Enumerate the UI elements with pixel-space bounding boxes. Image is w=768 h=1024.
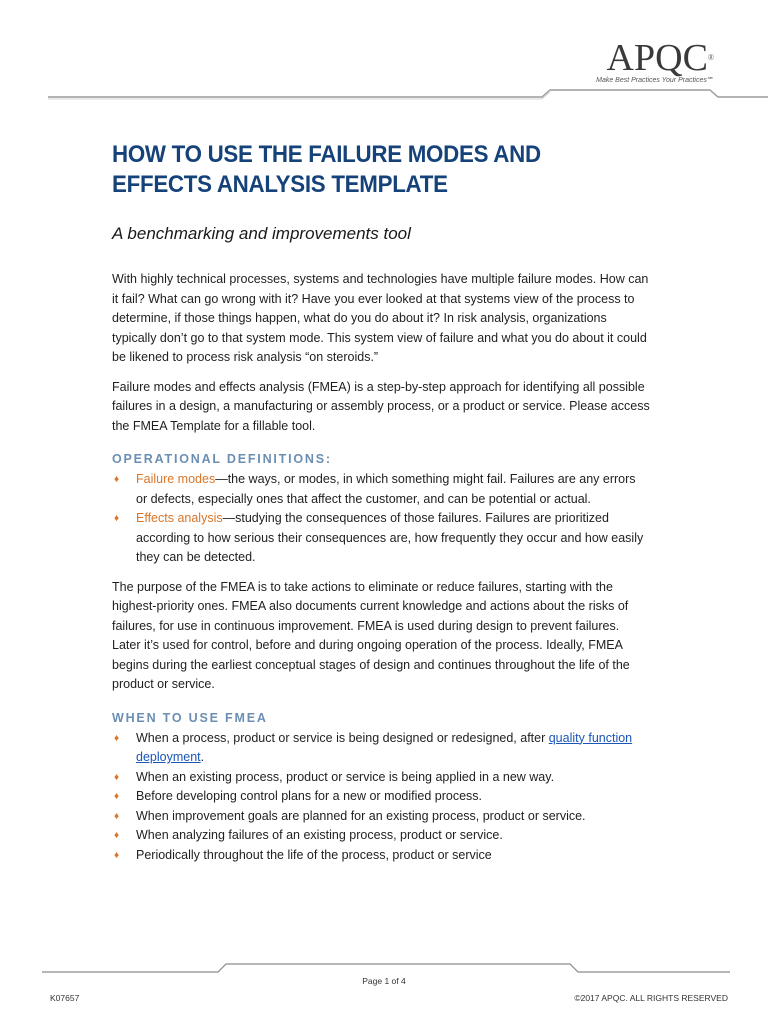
list-item [112, 509, 650, 568]
term-effects-analysis: Effects analysis [136, 511, 223, 525]
list-item [112, 470, 650, 509]
diamond-bullet-icon: ♦ [114, 849, 120, 861]
document-subtitle: A benchmarking and improvements tool [112, 224, 411, 243]
copyright-notice: ©2017 APQC. ALL RIGHTS RESERVED [574, 993, 728, 1003]
apqc-logo: APQC® Make Best Practices Your Practices℠ [594, 38, 714, 92]
quality-function-deployment-link[interactable]: quality function deployment [136, 730, 633, 764]
diamond-bullet-icon: ♦ [114, 513, 120, 524]
definition-text: —studying the consequences of those failures. Failures are prioritized according to how serious their consequences are, how frequently they occur and how easily they can be detected. [136, 511, 644, 564]
diamond-bullet-icon: ♦ [114, 810, 120, 822]
list-item: ♦ When improvement goals are planned for an existing process, product or service. [112, 807, 650, 827]
definition-text: —the ways, or modes, in which something might fail. Failures are any errors or defects, especially ones that affect the customer, and can be potential or actual. [136, 472, 636, 506]
diamond-bullet-icon: ♦ [114, 732, 120, 744]
list-item: ♦ When a process, product or service is being designed or redesigned, after quality function deployment. [114, 730, 633, 764]
intro-paragraph: With highly technical processes, systems and technologies have multiple failure modes. How can it fail? What can go wrong with it? Have you ever looked at that systems view of the process to determine, if those things happen, what do you do about it? In risk analysis, organizations typically don’t go to that system mode. This system view of failure and what you do about it could be likened to process risk analysis “on steroids.” [112, 272, 649, 364]
term-failure-modes: Failure modes [136, 472, 216, 486]
section-heading-definitions: OPERATIONAL DEFINITIONS: [112, 452, 332, 466]
definitions-list [112, 470, 650, 568]
logo-tagline: Make Best Practices Your Practices℠ [596, 77, 714, 84]
list-item: ♦ Before developing control plans for a new or modified process. [112, 787, 650, 807]
diamond-bullet-icon: ♦ [114, 830, 120, 841]
list-item: ♦ Periodically throughout the life of the process, product or service [112, 846, 650, 866]
document-title: HOW TO USE THE FAILURE MODES AND EFFECTS ANALYSIS TEMPLATE [112, 141, 541, 198]
when-to-use-list [112, 729, 650, 866]
document-id: K07657 [50, 993, 80, 1003]
diamond-bullet-icon: ♦ [114, 771, 120, 783]
page-number: Page 1 of 4 [362, 976, 406, 986]
purpose-paragraph: The purpose of the FMEA is to take actions to eliminate or reduce failures, starting with the highest-priority ones. FMEA also documents current knowledge and actions about the risks of failures, for use in continuous improvement. FMEA is used during design to prevent failures. Later it’s used for control, before and during ongoing operation of the process. Ideally, FMEA begins during the earliest conceptual stages of design and continues throughout the life of the product or service. [112, 579, 630, 691]
list-item: ♦ When analyzing failures of an existing process, product or service. [112, 826, 650, 846]
diamond-bullet-icon: ♦ [114, 791, 120, 802]
section-heading-when-to-use: WHEN TO USE FMEA [112, 710, 268, 725]
fmea-definition-paragraph: Failure modes and effects analysis (FMEA) is a step-by-step approach for identifying all possible failures in a design, a manufacturing or assembly process, or a product or service. Please access the FMEA Template for a fillable tool. [112, 379, 650, 433]
diamond-bullet-icon: ♦ [114, 474, 120, 485]
document-body [112, 140, 650, 865]
list-item: ♦ When an existing process, product or service is being applied in a new way. [112, 768, 650, 788]
